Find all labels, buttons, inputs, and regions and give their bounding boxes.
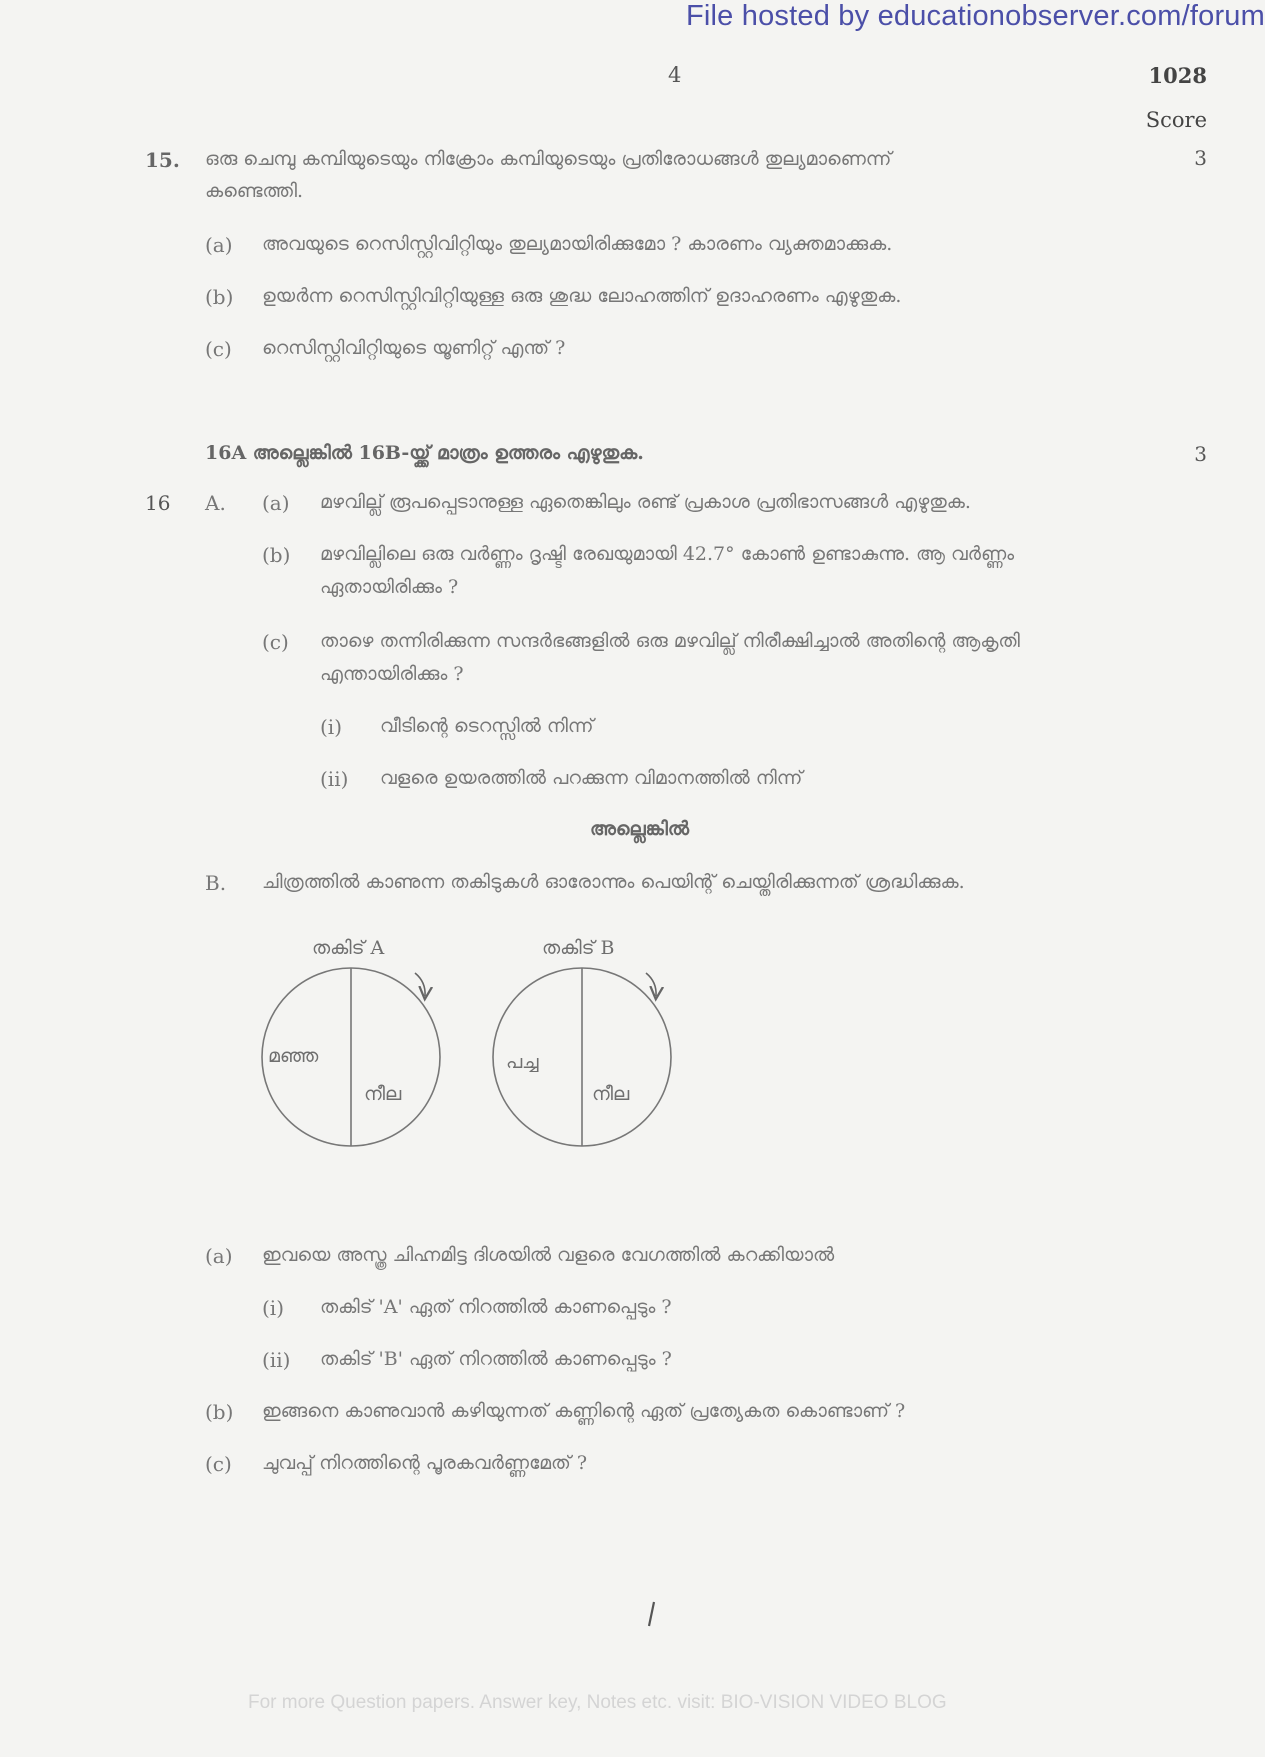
disk-b-title: തകിട് B bbox=[542, 937, 615, 959]
q16A-label: A. bbox=[205, 491, 226, 515]
q16B-text: ചിത്രത്തിൽ കാണുന്ന തകിടുകൾ ഓരോന്നും പെയിന്റ് ചെയ്തിരിക്കുന്നത് ശ്രദ്ധിക്കുക. bbox=[262, 871, 965, 893]
q15a-text: അവയുടെ റെസിസ്റ്റിവിറ്റിയും തുല്യമായിരിക്കുമോ ? കാരണം വ്യക്തമാക്കുക. bbox=[262, 233, 893, 255]
q16Acii-label: (ii) bbox=[320, 767, 349, 791]
q16Bb-label: (b) bbox=[205, 1400, 234, 1424]
disk-a-left-color: മഞ്ഞ bbox=[268, 1045, 319, 1067]
question-number-16: 16 bbox=[145, 491, 171, 515]
disk-b-right-color: നീല bbox=[592, 1083, 630, 1105]
hosted-banner: File hosted by educationobserver.com/forum bbox=[685, 0, 1265, 32]
question-number-15: 15. bbox=[145, 148, 180, 172]
disk-a-arrow bbox=[415, 973, 425, 996]
q15b-text: ഉയർന്ന റെസിസ്റ്റിവിറ്റിയുള്ള ഒരു ശുദ്ധ ലോഹത്തിന് ഉദാഹരണം എഴുതുക. bbox=[262, 285, 902, 307]
q16Bc-text: ചുവപ്പ് നിറത്തിന്റെ പൂരകവർണ്ണമേത് ? bbox=[262, 1452, 588, 1474]
q16Ba-label: (a) bbox=[205, 1244, 233, 1268]
q15a-label: (a) bbox=[205, 233, 233, 257]
q16Ac-text-line1: താഴെ തന്നിരിക്കുന്ന സന്ദർഭങ്ങളിൽ ഒരു മഴവില്ല് നിരീക്ഷിച്ചാൽ അതിന്റെ ആകൃതി bbox=[320, 630, 1020, 652]
q16Bb-text: ഇങ്ങനെ കാണുവാൻ കഴിയുന്നത് കണ്ണിന്റെ ഏത് പ്രത്യേകത കൊണ്ടാണ് ? bbox=[262, 1400, 906, 1422]
q15b-label: (b) bbox=[205, 285, 234, 309]
q15-text-line1: ഒരു ചെമ്പു കമ്പിയുടെയും നിക്രോം കമ്പിയുടെയും പ്രതിരോധങ്ങൾ തുല്യമാണെന്ന് bbox=[205, 148, 892, 170]
q16Bai-label: (i) bbox=[262, 1296, 285, 1320]
q16Acii-text: വളരെ ഉയരത്തിൽ പറക്കുന്ന വിമാനത്തിൽ നിന്ന് bbox=[380, 767, 803, 789]
q16Ab-text-line1: മഴവില്ലിലെ ഒരു വർണ്ണം ദൃഷ്ടി രേഖയുമായി 42.7° കോൺ ഉണ്ടാകുന്നു. ആ വർണ്ണം bbox=[320, 543, 1015, 565]
q16Ab-label: (b) bbox=[262, 543, 291, 567]
q15-text-line2: കണ്ടെത്തി. bbox=[205, 180, 304, 202]
q16Baii-label: (ii) bbox=[262, 1348, 291, 1372]
q15c-label: (c) bbox=[205, 337, 232, 361]
q16Ab-text-line2: ഏതായിരിക്കും ? bbox=[320, 576, 459, 598]
q16Aci-text: വീടിന്റെ ടെറസ്സിൽ നിന്ന് bbox=[380, 715, 594, 737]
q16Bai-text: തകിട് 'A' ഏത് നിറത്തിൽ കാണപ്പെടും ? bbox=[320, 1296, 672, 1318]
q15c-text: റെസിസ്റ്റിവിറ്റിയുടെ യൂണിറ്റ് എന്ത് ? bbox=[262, 337, 566, 359]
q16Bc-label: (c) bbox=[205, 1452, 232, 1476]
q16-instruction: 16A അല്ലെങ്കിൽ 16B-യ്ക്ക് മാത്രം ഉത്തരം എഴുതുക. bbox=[205, 442, 644, 464]
q16-score: 3 bbox=[1194, 442, 1207, 466]
pen-mark bbox=[646, 1600, 658, 1630]
disk-a-title: തകിട് A bbox=[312, 937, 385, 959]
q16Aa-label: (a) bbox=[262, 491, 290, 515]
disk-b-arrow bbox=[646, 973, 656, 996]
q16Baii-text: തകിട് 'B' ഏത് നിറത്തിൽ കാണപ്പെടും ? bbox=[320, 1348, 672, 1370]
disk-b-left-color: പച്ച bbox=[506, 1051, 539, 1073]
score-header: Score bbox=[1145, 108, 1207, 132]
footer-note: For more Question papers. Answer key, Notes etc. visit: BIO-VISION VIDEO BLOG bbox=[248, 1692, 947, 1713]
paper-code: 1028 bbox=[1148, 63, 1207, 88]
rotating-disks-diagram bbox=[250, 930, 690, 1155]
q16Aa-text: മഴവില്ല് രൂപപ്പെടാനുള്ള ഏതെങ്കിലും രണ്ട് പ്രകാശ പ്രതിഭാസങ്ങൾ എഴുതുക. bbox=[320, 491, 971, 513]
q15-score: 3 bbox=[1194, 146, 1207, 170]
q16Ba-text: ഇവയെ അസ്ത്ര ചിഹ്നമിട്ട ദിശയിൽ വളരെ വേഗത്തിൽ കറക്കിയാൽ bbox=[262, 1244, 835, 1266]
page-number: 4 bbox=[668, 63, 682, 87]
or-separator: അല്ലെങ്കിൽ bbox=[590, 818, 690, 840]
q16Ac-text-line2: എന്തായിരിക്കും ? bbox=[320, 663, 464, 685]
disk-a-right-color: നീല bbox=[364, 1083, 402, 1105]
q16B-label: B. bbox=[205, 871, 227, 895]
q16Aci-label: (i) bbox=[320, 715, 343, 739]
q16Ac-label: (c) bbox=[262, 630, 289, 654]
